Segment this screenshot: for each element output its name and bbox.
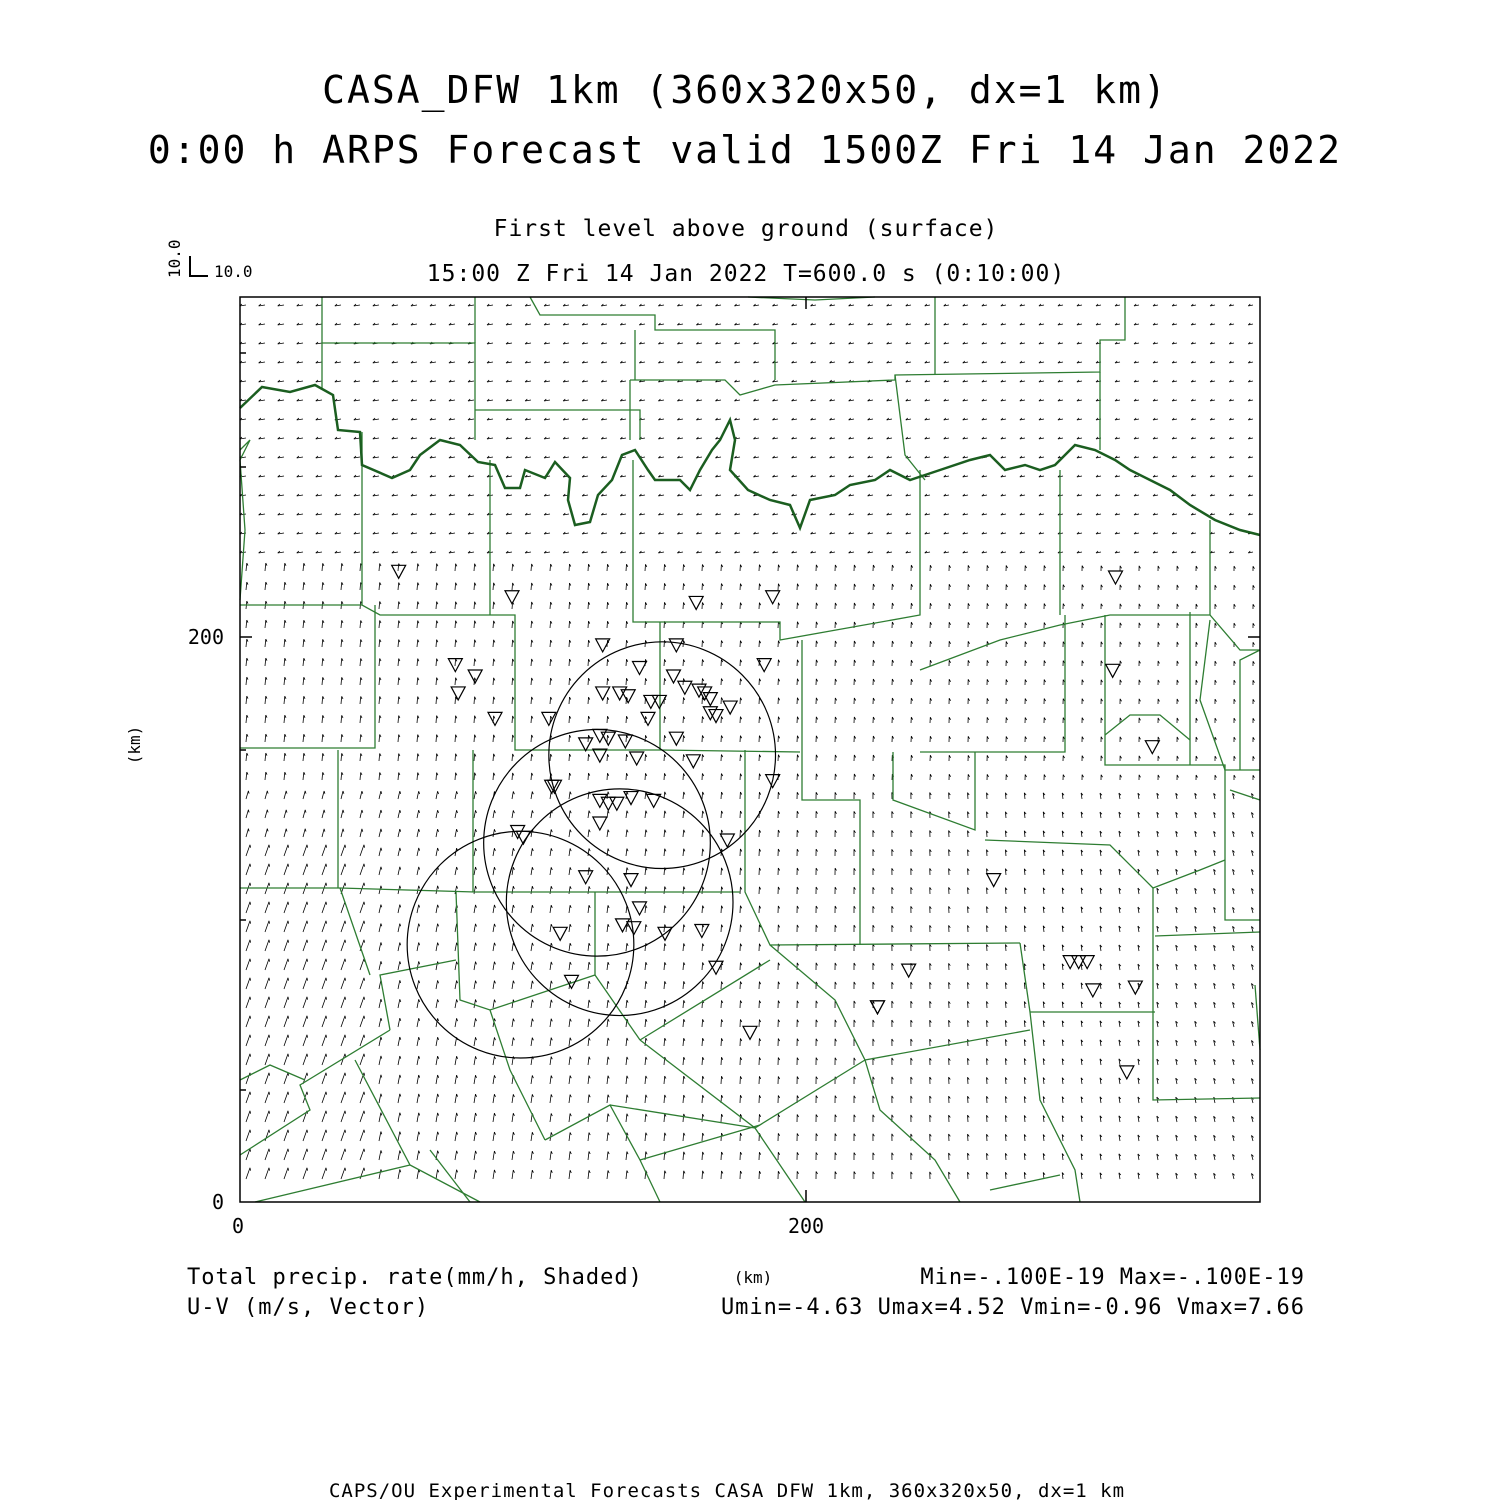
plot-background	[240, 297, 1260, 1202]
x-tick-0: 0	[231, 1214, 245, 1238]
y-tick-0: 0	[211, 1190, 224, 1214]
x-tick-200: 200	[787, 1214, 825, 1238]
vector-key-v-label: 10.0	[165, 239, 184, 278]
title-line-1: CASA_DFW 1km (360x320x50, dx=1 km)	[322, 68, 1168, 112]
legend-precip: Total precip. rate(mm/h, Shaded)	[187, 1265, 643, 1290]
vector-key	[165, 239, 253, 281]
vector-key-u-label: 10.0	[214, 262, 253, 281]
plot-area	[240, 297, 1260, 1202]
legend-uv: U-V (m/s, Vector)	[187, 1295, 430, 1320]
legend-minmax: Min=-.100E-19 Max=-.100E-19	[920, 1265, 1305, 1290]
time-label: 15:00 Z Fri 14 Jan 2022 T=600.0 s (0:10:00)	[426, 261, 1066, 287]
y-axis-unit: (km)	[125, 725, 144, 765]
footer-credit: CAPS/OU Experimental Forecasts CASA DFW 1km, 360x320x50, dx=1 km	[328, 1480, 1126, 1500]
legend-uv-stats: Umin=-4.63 Umax=4.52 Vmin=-0.96 Vmax=7.66	[720, 1295, 1305, 1320]
title-line-2: 0:00 h ARPS Forecast valid 1500Z Fri 14 Jan 2022	[147, 128, 1343, 172]
level-label: First level above ground (surface)	[493, 216, 999, 242]
x-axis-unit: (km)	[733, 1268, 773, 1287]
y-tick-200: 200	[187, 625, 224, 649]
